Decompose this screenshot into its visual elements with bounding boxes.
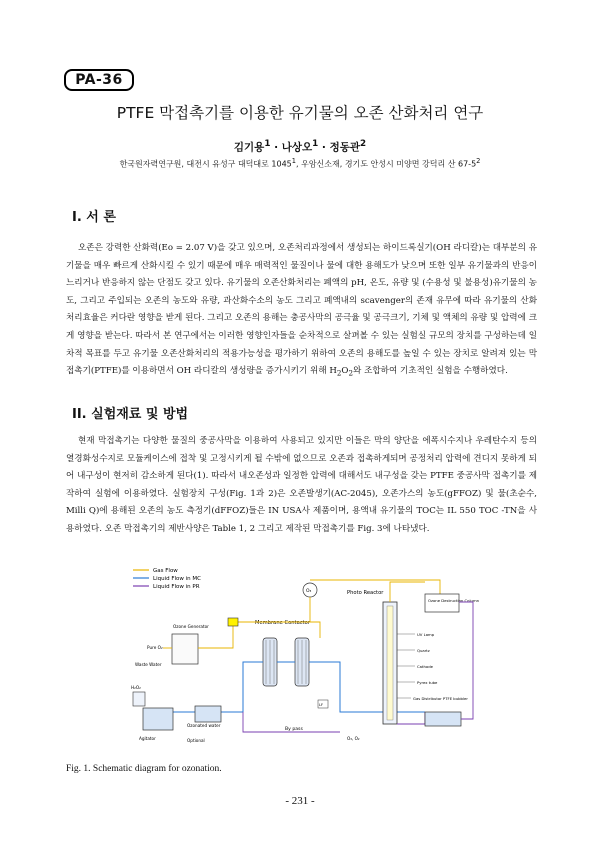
uv-lamp-label: UV Lamp	[417, 632, 435, 637]
paragraph-text: O	[341, 366, 349, 377]
by-pass-label: By pass	[285, 727, 303, 732]
optional-label: Optional	[187, 738, 205, 743]
author-superscript: 1	[312, 139, 319, 149]
author-separator: ·	[270, 141, 282, 154]
legend-pr-label: Liquid Flow in PR	[153, 584, 200, 590]
paragraph-text: 와 조합하여 기초적인 실험을 수행하였다.	[353, 366, 508, 377]
waste-water-tank	[143, 708, 173, 730]
membrane-contactor-label: Membrane Contactor	[255, 620, 310, 626]
affiliation-superscript: 2	[476, 157, 481, 165]
paper-title: PTFE 막접촉기를 이용한 유기물의 오존 산화처리 연구	[116, 104, 484, 122]
subscript: 2	[348, 368, 354, 378]
ozone-destruction-label: Ozone Destruction Column	[428, 598, 480, 603]
o3-analyzer-label: O₃	[306, 589, 312, 594]
gas-distributor-label: Gas Distributor PTFE bubbler	[413, 696, 468, 701]
liquid-mc-line	[165, 662, 263, 712]
author-superscript: 1	[264, 139, 271, 149]
gas-line	[390, 582, 425, 602]
quartz-label: Quartz	[417, 648, 430, 653]
ozone-generator	[172, 634, 198, 664]
author-superscript: 2	[360, 139, 367, 149]
h2o2-label: H₂O₂	[131, 685, 141, 690]
paper-id-badge: PA-36	[64, 69, 134, 91]
affiliation-text: 한국원자력연구원, 대전시 유성구 대덕대로 1045	[119, 159, 292, 169]
gas-flowmeter	[228, 618, 238, 626]
liquid-pr-line	[459, 602, 473, 719]
pyrex-tube-label: Pyrex tube	[417, 680, 438, 685]
lf-label: LF	[319, 703, 324, 707]
h2o2-tank	[133, 692, 145, 706]
subscript: 2	[336, 368, 342, 378]
author-name: 정동관	[329, 141, 361, 154]
o3-o2-label: O₃, O₂	[347, 736, 360, 741]
pure-o2-label: Pure O₂	[147, 645, 163, 650]
author-list	[0, 139, 600, 155]
callout-lines	[397, 634, 415, 698]
ozonated-water-label: Ozonated water	[187, 723, 221, 728]
diagram-legend	[133, 568, 201, 590]
photo-reactor-label: Photo Reactor	[347, 590, 384, 596]
affiliation	[0, 157, 600, 170]
affiliation-text: , 우암신소재, 경기도 안성시 미양면 강덕리 산 67-5	[296, 159, 477, 169]
affiliation-superscript: 1	[291, 157, 297, 165]
legend-mc-label: Liquid Flow in MC	[153, 576, 201, 582]
author-separator: ·	[318, 141, 330, 154]
liquid-pr-line	[397, 712, 425, 724]
waste-water-label: Waste Water	[135, 662, 162, 667]
paragraph-text: 오존은 강력한 산화력(Eo = 2.07 V)을 갖고 있으며, 오존처리과정에서 생성되는 하이드록실기(OH 라디칼)는 대부분의 유기물을 매우 빠르게 산화시킬 수 있기 때문에 매우 매력적인 물질이나 물에 대한 용해도가 낮으며 또한 일부 유기물과의 반응이 느리거나 반응하지 않는 단점도 갖고 있다. 유기물의 오존산화처리는 폐액의 pH, 온도, 유량 및 (수용성 및 불용성)유기물의 농도, 그리고 주입되는 오존의 농도와 유량, 과산화수소의 농도 그리고 폐액내의 scavenger의 존재 유무에 따라 유기물의 산화처리효율은 커다란 영향을 받게 된다. 그리고 오존의 용해는 충공사막의 공극율 및 공극크기, 기체 및 액체의 유량 및 압력에 크게 영향을 받는다. 따라서 본 연구에서는 이러한 영향인자들을 순차적으로 살펴볼 수 있는 실험실 규모의 장치를 구성하는데 일차적 목표를 두고 유기물 오존산화처리의 적용가능성을 평가하기 위하여 오존의 용해도를 높일 수 있는 장치로 알려져 있는 막접촉기(PTFE)를 이용하면서 OH 라디칼의 생성량을 증가시키기 위해 H	[66, 243, 537, 377]
author-name: 김기용	[233, 141, 265, 154]
ozone-generator-label: Ozone Generator	[173, 624, 209, 629]
introduction-paragraph	[66, 240, 537, 382]
section-heading-introduction: I. 서 론	[72, 210, 116, 225]
schematic-diagram	[125, 562, 483, 748]
reactor-reservoir	[425, 712, 461, 726]
figure-caption: Fig. 1. Schematic diagram for ozonation.	[66, 764, 222, 774]
legend-gas-label: Gas Flow	[153, 568, 178, 574]
cathode-label: Cathode	[417, 664, 433, 669]
author-name: 나상오	[281, 141, 313, 154]
ozonated-water-tank	[195, 706, 221, 722]
section-heading-methods: II. 실험재료 및 방법	[72, 407, 189, 422]
page-number: - 231 -	[285, 795, 315, 807]
uv-lamp	[387, 606, 393, 720]
ozone-destruction-column	[425, 594, 459, 612]
methods-paragraph: 현재 막접촉기는 다양한 물질의 중공사막을 이용하여 사용되고 있지만 이들은 막의 양단을 에폭시수지나 우레탄수지 등의 열경화성수지로 모듈케이스에 접착 및 고정시키게 될 수밖에 없으므로 오존과 접촉하게되며 공정처리 압력에 견디지 못하게 되어 내구성이 현저히 감소하게 된다(1). 따라서 내오존성과 일정한 압력에 대해서도 내구성을 갖는 PTFE 중공사막 접촉기를 제작하여 실험에 이용하였다. 실험장치 구성(Fig. 1과 2)은 오존발생기(AC-2045), 오존가스의 농도(gFFOZ) 및 물(초순수, Milli Q)에 용해된 오존의 농도 측정기(dFFOZ)들은 IN USA사 제품이며, 용액내 유기물의 TOC는 IL 550 TOC -TN을 사용하였다. 오존 막접촉기의 제반사양은 Table 1, 2 그리고 제작된 막접촉기를 Fig. 3에 나타냈다.	[66, 436, 537, 534]
agitator-label: Agitator	[139, 736, 156, 741]
